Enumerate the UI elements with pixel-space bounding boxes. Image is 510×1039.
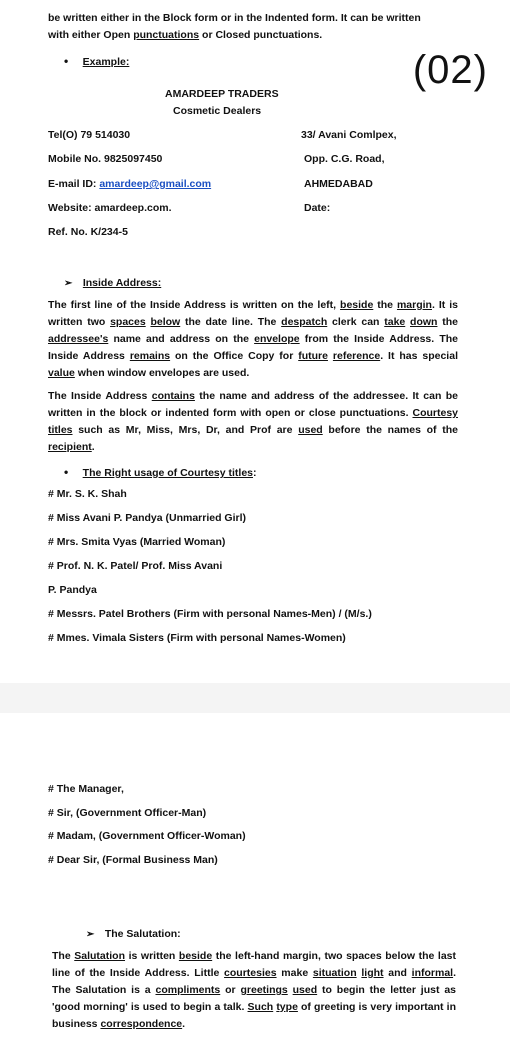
title-example: # Madam, (Government Officer-Woman) [48, 830, 246, 842]
underlined-term: below [150, 316, 181, 328]
intro-text-punctuations: punctuations [133, 29, 200, 41]
salutation-heading [86, 924, 181, 942]
underlined-term: beside [178, 950, 213, 962]
paragraph-text: and [383, 967, 412, 979]
paragraph-text: of greeting is very important in business [52, 1001, 456, 1030]
title-example: # Messrs. Patel Brothers (Firm with personal Names-Men) / (M/s.) [48, 608, 372, 620]
paragraph-text: . The Salutation is a [52, 967, 457, 996]
company-name: AMARDEEP TRADERS [165, 88, 279, 100]
underlined-term: remains [129, 350, 171, 362]
reference-number: Ref. No. K/234-5 [48, 226, 128, 238]
inside-address-title: Inside Address: [82, 277, 162, 289]
paragraph-text: the [437, 316, 458, 328]
website-line: Website: amardeep.com. [48, 202, 172, 214]
bullet-icon: • [64, 54, 69, 68]
paragraph-text: . It is written two [48, 299, 458, 328]
inside-address-heading [64, 273, 161, 291]
intro-text-a: with either Open [48, 29, 134, 41]
paragraph-text: from the Inside Address. The Inside Address [48, 333, 458, 362]
salutation-title: The Salutation: [104, 928, 181, 940]
underlined-term: future [298, 350, 328, 362]
page-2 [0, 713, 510, 1039]
paragraph-text: when window envelopes are used. [74, 367, 250, 379]
tel-number: Tel(O) 79 514030 [48, 129, 131, 141]
underlined-term: reference [332, 350, 381, 362]
underlined-term: greetings [240, 984, 288, 996]
page-separator [0, 683, 510, 713]
underlined-term: used [298, 424, 323, 436]
underlined-term: Courtesy [412, 407, 458, 419]
company-tagline: Cosmetic Dealers [173, 105, 262, 117]
title-example: # Prof. N. K. Patel/ Prof. Miss Avani [48, 560, 223, 572]
underlined-term: beside [340, 299, 374, 311]
bullet-icon: • [64, 465, 69, 479]
paragraph-text: the name and address of the addressee. It can be written in the block or indented form with open or close punctuations. [48, 390, 458, 419]
underlined-term: value [48, 367, 75, 379]
title-example: P. Pandya [48, 584, 97, 596]
underlined-term: Such [247, 1001, 274, 1013]
email-link[interactable]: amardeep@gmail.com [99, 178, 212, 190]
title-example: # Dear Sir, (Formal Business Man) [48, 854, 218, 866]
arrow-icon: ➢ [64, 278, 73, 289]
underlined-term: informal [411, 967, 454, 979]
title-example: # Miss Avani P. Pandya (Unmarried Girl) [48, 512, 247, 524]
mobile-number: Mobile No. 9825097450 [48, 153, 163, 165]
underlined-term: down [410, 316, 438, 328]
courtesy-titles-heading [64, 463, 257, 481]
intro-text-c: or Closed punctuations. [199, 29, 323, 41]
email-label: E-mail ID: [48, 178, 100, 190]
underlined-term: titles [48, 424, 73, 436]
underlined-term: situation [312, 967, 357, 979]
title-example: # Mrs. Smita Vyas (Married Woman) [48, 536, 226, 548]
paragraph-text: before the names of the [322, 424, 459, 436]
paragraph-text: The Inside Address [48, 390, 152, 402]
underlined-term: courtesies [224, 967, 277, 979]
title-example: # Mmes. Vimala Sisters (Firm with personal Names-Women) [48, 632, 346, 644]
arrow-icon: ➢ [86, 929, 95, 940]
underlined-term: margin [396, 299, 432, 311]
paragraph-text: on the Office Copy for [170, 350, 299, 362]
page-number: (02) [412, 48, 488, 92]
underlined-term: used [292, 984, 318, 996]
paragraph-text: the date line. The [180, 316, 282, 328]
address-line-2: Opp. C.G. Road, [304, 153, 385, 165]
paragraph-text: make [276, 967, 313, 979]
underlined-term: addressee's [48, 333, 109, 345]
paragraph-text: . It has special [380, 350, 458, 362]
title-example: # Sir, (Government Officer-Man) [48, 807, 207, 819]
underlined-term: contains [151, 390, 195, 402]
title-example: # Mr. S. K. Shah [48, 488, 127, 500]
paragraph-text: clerk can [327, 316, 385, 328]
paragraph-text: . [182, 1018, 186, 1030]
underlined-term: light [361, 967, 384, 979]
underlined-term: correspondence [100, 1018, 183, 1030]
date-label: Date: [304, 202, 331, 214]
courtesy-titles-colon: : [253, 467, 257, 479]
address-city: AHMEDABAD [304, 178, 373, 190]
courtesy-titles-label: The Right usage of Courtesy titles [82, 467, 254, 479]
paragraph-text: to begin the letter just as 'good morning' is used to begin a talk. [52, 984, 457, 1013]
paragraph-text: . [91, 441, 95, 453]
paragraph-text: is written [125, 950, 179, 962]
salutation-paragraph [52, 948, 456, 1033]
paragraph-text: the [373, 299, 397, 311]
inside-address-paragraph-2 [48, 388, 458, 456]
example-item [64, 52, 129, 70]
email-line [48, 178, 211, 190]
underlined-term: envelope [254, 333, 300, 345]
paragraph-text: The first line of the Inside Address is written on the left, [48, 299, 341, 311]
underlined-term: spaces [110, 316, 146, 328]
title-example: # The Manager, [48, 783, 124, 795]
underlined-term: recipient [48, 441, 92, 453]
inside-address-paragraph-1 [48, 297, 458, 382]
underlined-term: compliments [155, 984, 221, 996]
paragraph-text: name and address on the [108, 333, 255, 345]
address-line-1: 33/ Avani Comlpex, [301, 129, 397, 141]
underlined-term: Salutation [74, 950, 126, 962]
underlined-term: type [276, 1001, 298, 1013]
paragraph-text: The [52, 950, 75, 962]
intro-line-2 [48, 29, 322, 41]
paragraph-text: or [220, 984, 241, 996]
example-label: Example: [82, 56, 130, 68]
underlined-term: take [384, 316, 406, 328]
underlined-term: despatch [281, 316, 328, 328]
intro-line-1: be written either in the Block form or in the Indented form. It can be written [48, 12, 421, 24]
paragraph-text: such as Mr, Miss, Mrs, Dr, and Prof are [72, 424, 299, 436]
paragraph-text: the left-hand margin, two spaces below the last line of the Inside Address. Little [52, 950, 457, 979]
